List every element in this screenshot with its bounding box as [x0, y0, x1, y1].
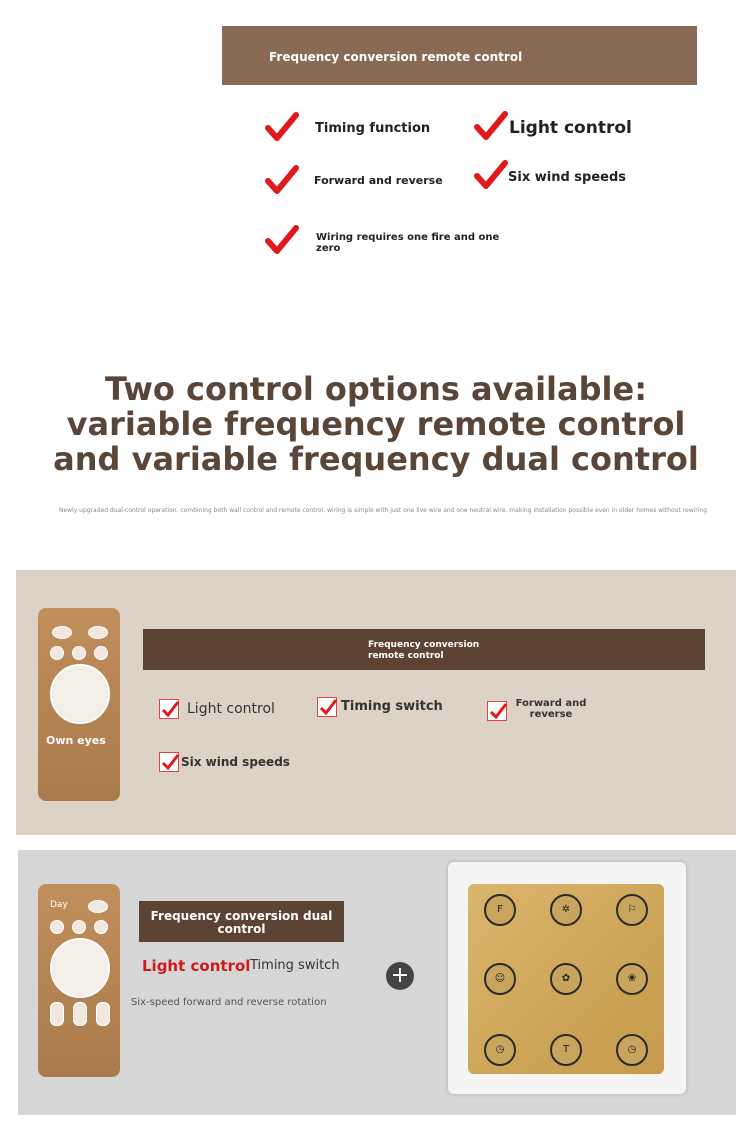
panel2-title-bar — [139, 901, 344, 942]
check-icon — [474, 110, 508, 144]
switch-button-fan: F — [484, 894, 516, 926]
switch-button-timer: ◷ — [616, 1034, 648, 1066]
switch-button-speed-up: ❀ — [616, 963, 648, 995]
panel2-timing-switch: Timing switch — [250, 958, 340, 973]
switch-button-timer-2h: ◷ — [484, 1034, 516, 1066]
panel1-feature-timing: Timing switch — [341, 699, 443, 714]
switch-button-light: ✲ — [550, 894, 582, 926]
switch-button-fan-stop: T — [550, 1034, 582, 1066]
check-icon — [474, 159, 508, 193]
check-icon — [265, 164, 299, 198]
panel1-feature-light: Light control — [187, 701, 275, 717]
check-box-icon — [159, 699, 179, 719]
switch-button-speed-down: ☺ — [484, 963, 516, 995]
switch-button-natural: ⚐ — [616, 894, 648, 926]
check-box-icon — [159, 752, 179, 772]
panel1-title-bar — [143, 629, 705, 670]
panel1-feature-six-speeds: Six wind speeds — [181, 755, 290, 769]
panel1-feature-forward: Forward and reverse — [515, 698, 587, 720]
remote-label: Own eyes — [46, 734, 106, 747]
panel2-title: Frequency conversion dual control — [150, 909, 333, 936]
check-icon — [265, 224, 299, 258]
check-icon — [265, 111, 299, 145]
page-subtext: Newly upgraded dual-control operation, combining both wall control and remote control. wiring is simple with just one live wire and one neutral wire, making installation possible even in older homes without rewiring — [58, 507, 708, 514]
page-headline: Two control options available: variable frequency remote control and variable frequency dual control — [53, 370, 699, 478]
feature-timing-function: Timing function — [315, 121, 431, 136]
panel1-title: Frequency conversion remote control — [368, 640, 480, 661]
plus-icon: + — [386, 962, 414, 990]
switch-button-fan-on: ✿ — [550, 963, 582, 995]
feature-forward-reverse: Forward and reverse — [314, 174, 443, 187]
feature-six-wind-speeds: Six wind speeds — [508, 170, 627, 185]
remote-label: Day — [50, 900, 68, 910]
remote-control-image — [38, 884, 120, 1077]
feature-light-control: Light control — [509, 118, 632, 138]
feature-wiring: Wiring requires one fire and one zero — [316, 232, 500, 254]
remote-control-image — [38, 608, 120, 801]
panel2-light-control: Light control — [142, 957, 251, 975]
wall-switch-panel — [468, 884, 664, 1074]
check-box-icon — [487, 701, 507, 721]
top-banner — [222, 26, 697, 85]
check-box-icon — [317, 697, 337, 717]
banner-title: Frequency conversion remote control — [269, 50, 523, 64]
panel2-six-speed: Six-speed forward and reverse rotation — [131, 997, 327, 1008]
